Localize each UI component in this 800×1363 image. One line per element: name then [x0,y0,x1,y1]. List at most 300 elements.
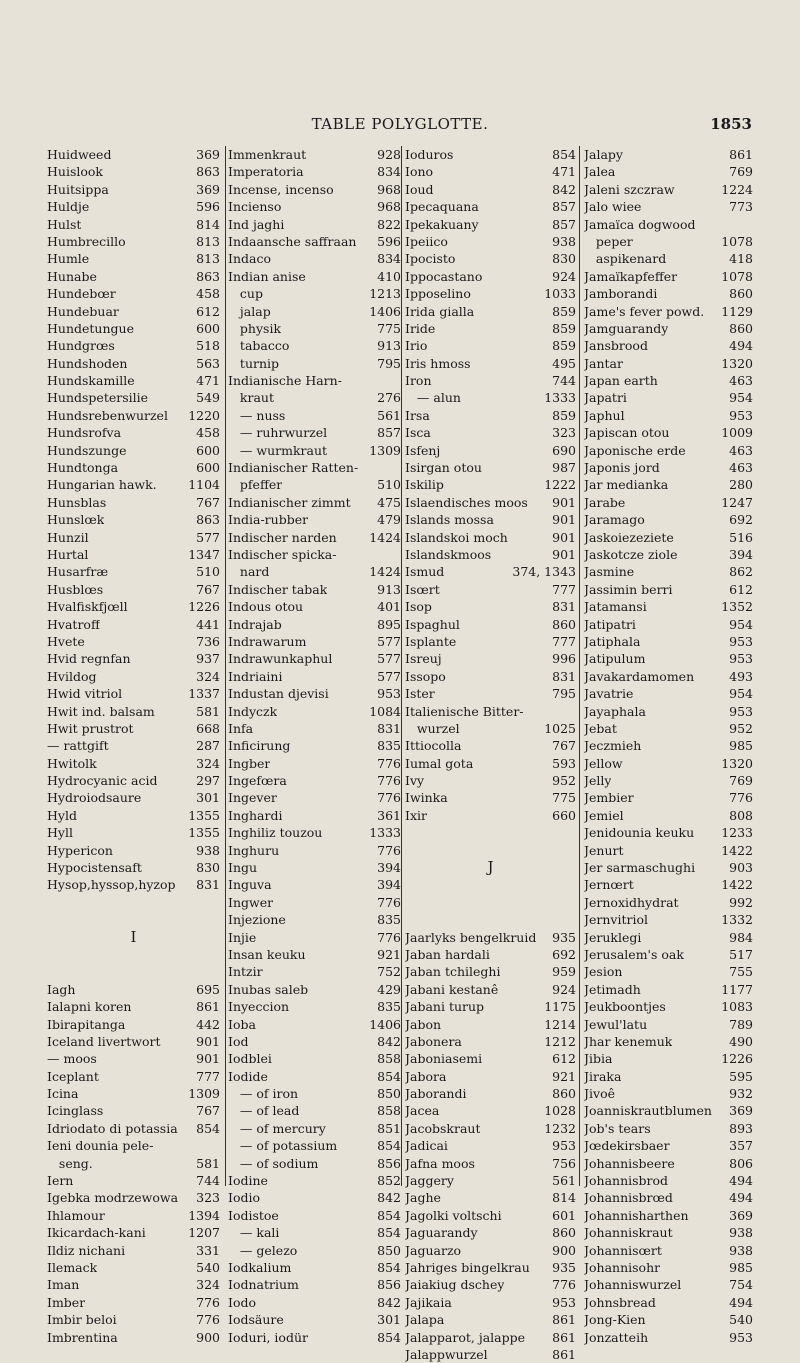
entry-page-ref: 854 [196,1120,220,1136]
index-entry [584,494,753,511]
entry-term: Islaendisches moos [405,494,528,510]
entry-term: Jewul'latu [584,1016,648,1032]
entry-term: jalap [228,303,271,319]
index-entry [228,459,401,476]
entry-term: Injie [228,929,257,945]
entry-page-ref: 984 [729,929,753,945]
entry-page-ref: 795 [377,355,401,371]
entry-term: Hwitolk [47,755,97,771]
entry-page-ref: 280 [729,477,753,493]
entry-page-ref [750,216,753,233]
index-entry [228,720,401,737]
entry-page-ref: 744 [196,1173,220,1189]
entry-term: Iodine [228,1173,268,1189]
entry-term: Hwit prustrot [47,720,134,736]
index-entry [405,459,576,476]
index-entry [584,859,753,876]
entry-term: Iern [47,1173,74,1189]
entry-page-ref: 932 [729,1086,753,1102]
entry-page-ref: 600 [196,320,220,336]
entry-term: Jamborandi [584,286,658,302]
entry-term: Indianischer Ratten- [228,460,359,476]
entry-page-ref: 744 [552,373,576,389]
index-entry [584,198,753,215]
entry-page-ref: 954 [729,390,753,406]
index-entry [47,424,220,441]
entry-term: Jerusalem's oak [584,946,684,962]
entry-page-ref: 900 [552,1242,576,1258]
index-entry [228,1294,401,1311]
index-entry [47,703,220,720]
entry-term: Imber [47,1294,86,1310]
entry-page-ref: 900 [196,1329,220,1345]
entry-term: Johnsbread [584,1294,656,1310]
entry-page-ref: 856 [377,1277,401,1293]
entry-term: Inghardi [228,807,283,823]
index-entry [228,616,401,633]
index-entry [47,546,220,563]
entry-term: Husblœs [47,581,104,597]
index-entry [228,963,401,980]
index-entry [228,303,401,320]
entry-term: Iceplant [47,1068,99,1084]
entry-page-ref: 297 [196,773,220,789]
entry-page-ref: 987 [552,460,576,476]
entry-page-ref: 854 [377,1329,401,1345]
entry-page-ref: 1247 [721,494,753,510]
entry-term: Jiraka [584,1068,622,1084]
entry-term: Iodo [228,1294,256,1310]
index-entry [47,268,220,285]
entry-page-ref: 777 [552,581,576,597]
entry-term: Ind jaghi [228,216,285,232]
entry-term: Jabonera [405,1033,462,1049]
index-entry [228,1137,401,1154]
entry-page-ref: 901 [196,1033,220,1049]
index-entry [405,963,576,980]
entry-term: Hydroiodsaure [47,790,142,806]
index-entry [584,285,753,302]
index-entry [228,511,401,528]
entry-term: Hwit ind. balsam [47,703,155,719]
entry-term: Jacea [405,1103,440,1119]
index-entry [405,668,576,685]
entry-page-ref: 479 [377,512,401,528]
index-entry [228,1068,401,1085]
entry-term: Job's tears [584,1120,651,1136]
index-entry [228,476,401,493]
entry-page-ref: 924 [552,981,576,997]
entry-term: Ialapni koren [47,999,132,1015]
entry-term: Indrawunkaphul [228,651,333,667]
index-entry [584,911,753,928]
entry-page-ref: 1347 [188,546,220,562]
index-entry [584,424,753,441]
index-entry [47,1259,220,1276]
entry-term: Johannisohr [584,1260,661,1275]
index-entry [584,250,753,267]
entry-term: wurzel [405,720,460,736]
entry-page-ref: 463 [729,460,753,476]
entry-page-ref: 1214 [544,1016,576,1032]
entry-page-ref: 857 [552,199,576,215]
index-entry [47,1224,220,1241]
index-entry [228,789,401,806]
index-entry [584,1102,753,1119]
index-entry [228,1259,401,1276]
entry-page-ref: 938 [196,842,220,858]
entry-term: Jeukboontjes [584,999,666,1015]
entry-page-ref: 928 [377,147,401,162]
entry-page-ref: 593 [552,755,576,771]
entry-term: Ingever [228,790,277,806]
entry-term: Iron [405,373,432,389]
entry-term: Indaansche saffraan [228,233,357,249]
index-entry [228,216,401,233]
index-entry [47,963,220,980]
index-entry [47,981,220,998]
entry-term: Imbrentina [47,1329,118,1345]
entry-page-ref: 913 [377,338,401,354]
entry-term: — wurmkraut [228,442,328,458]
index-entry [584,1329,753,1346]
entry-page-ref: 1207 [188,1225,220,1241]
index-entry [405,737,576,754]
entry-page-ref: 490 [729,1033,753,1049]
entry-term: Hundebœr [47,286,116,302]
index-entry [584,685,753,702]
entry-page-ref: 851 [377,1120,401,1136]
entry-term: Inubas saleb [228,981,309,997]
entry-term: Hundskamille [47,373,135,389]
index-entry [47,1068,220,1085]
entry-page-ref: 938 [729,1242,753,1258]
entry-page-ref: 795 [552,686,576,702]
index-entry [47,581,220,598]
column-divider [401,146,402,1186]
index-entry [405,146,576,163]
index-entry [584,720,753,737]
entry-term: Jhar kenemuk [584,1033,673,1049]
entry-page-ref: 577 [377,633,401,649]
index-entry [47,389,220,406]
index-entry [228,894,401,911]
entry-page-ref: 1406 [369,1016,401,1032]
index-entry [584,1120,753,1137]
index-entry [584,181,753,198]
entry-page-ref: 394 [377,877,401,893]
index-entry [228,859,401,876]
entry-page-ref: 953 [552,1138,576,1154]
entry-term: Hulst [47,216,82,232]
index-entry [405,876,576,893]
entry-term: Hunsblas [47,494,107,510]
entry-term: Idriodato di potassia [47,1120,178,1136]
index-entry [47,911,220,928]
entry-page-ref: 1309 [369,442,401,458]
index-entry [584,1242,753,1259]
index-entry [405,929,576,946]
entry-term: Indischer spicka- [228,546,337,562]
entry-page-ref: 540 [196,1260,220,1275]
entry-term: Iono [405,164,434,180]
index-entry [47,563,220,580]
entry-term: Jalo wiee [584,199,642,215]
entry-term: Infa [228,720,254,736]
entry-page-ref: 1213 [369,286,401,302]
entry-page-ref: 692 [552,946,576,962]
index-entry [584,511,753,528]
entry-page-ref: 1333 [544,390,576,406]
entry-page-ref: 374, 1343 [512,564,576,580]
entry-term: Isplante [405,633,457,649]
index-entry [584,1259,753,1276]
entry-page-ref: 901 [552,512,576,528]
entry-page-ref: 860 [552,616,576,632]
index-entry [405,1033,576,1050]
entry-term: Ibirapitanga [47,1016,126,1032]
entry-page-ref: 769 [729,164,753,180]
entry-term: — gelezo [228,1242,298,1258]
entry-term: Johanniswurzel [584,1277,682,1293]
entry-term: Hyld [47,807,77,823]
entry-term: Hypocistensaft [47,860,142,876]
index-entry [228,1120,401,1137]
entry-page-ref: 921 [552,1068,576,1084]
entry-term: cup [228,286,263,302]
entry-term: Hunslœk [47,512,105,528]
entry-term: Hypericon [47,842,113,858]
entry-page-ref: 863 [196,268,220,284]
index-entry [47,442,220,459]
entry-term: Iodblei [228,1051,272,1067]
index-entry [584,946,753,963]
entry-page-ref: 850 [377,1242,401,1258]
index-entry [228,1172,401,1189]
entry-term: Jer sarmaschughi [584,860,696,876]
entry-term: Hundebuar [47,303,119,319]
entry-term: Japhul [584,407,625,423]
entry-page-ref: 857 [377,425,401,441]
entry-page-ref: 842 [377,1294,401,1310]
entry-page-ref: 429 [377,981,401,997]
entry-page-ref: 834 [377,164,401,180]
index-entry [584,755,753,772]
index-entry [405,633,576,650]
index-entry [47,1137,220,1154]
entry-page-ref: 834 [377,251,401,267]
entry-term: — kali [228,1225,280,1241]
index-entry [584,789,753,806]
entry-page-ref: 1337 [188,686,220,702]
index-entry [405,1016,576,1033]
index-entry [47,1207,220,1224]
index-entry [405,807,576,824]
entry-term: Jabora [405,1068,447,1084]
index-entry [47,494,220,511]
entry-page-ref: 992 [729,894,753,910]
index-entry [584,1276,753,1293]
entry-page-ref [573,894,576,911]
index-entry [228,1329,401,1346]
entry-page-ref: 1025 [544,720,576,736]
entry-page-ref: 510 [196,564,220,580]
entry-page-ref: 863 [196,164,220,180]
entry-page-ref: 394 [377,860,401,876]
index-entry [584,1189,753,1206]
entry-page-ref: 776 [377,842,401,858]
entry-page-ref: 859 [552,320,576,336]
index-entry [405,442,576,459]
entry-term: Imperatoria [228,164,304,180]
entry-term: Jajikaia [405,1294,452,1310]
entry-term: — rattgift [47,738,109,754]
entry-page-ref: 861 [196,999,220,1015]
index-entry [405,389,576,406]
entry-page-ref: 1175 [544,999,576,1015]
entry-page-ref: 777 [196,1068,220,1084]
index-entry [47,1311,220,1328]
index-entry [228,285,401,302]
section-letter-heading [47,929,220,946]
index-entry [228,1276,401,1293]
entry-term: Jabon [405,1016,442,1032]
entry-term: Javatrie [584,686,634,702]
entry-term: Iagh [47,981,76,997]
entry-term: — moos [47,1051,97,1067]
index-entry [228,633,401,650]
entry-term: Islands mossa [405,512,494,528]
entry-page-ref: 540 [729,1312,753,1328]
entry-term: Jemiel [584,807,624,823]
entry-term: Iman [47,1277,80,1293]
entry-page-ref: 1078 [721,233,753,249]
index-entry [405,616,576,633]
index-entry [584,650,753,667]
index-entry [584,442,753,459]
entry-page-ref: 1394 [188,1207,220,1223]
index-entry [584,1068,753,1085]
entry-term: Inguva [228,877,272,893]
section-letter: J [487,858,494,877]
entry-term: Indischer narden [228,529,337,545]
entry-term: Hydrocyanic acid [47,773,158,789]
index-entry [584,1137,753,1154]
entry-term: Jatiphala [584,633,641,649]
entry-term: Ismud [405,564,445,580]
entry-page-ref: 324 [196,668,220,684]
entry-page-ref [573,703,576,720]
index-entry [584,842,753,859]
entry-page-ref: 369 [196,147,220,162]
index-entry [228,824,401,841]
entry-term: Joanniskrautblumen [584,1103,712,1119]
entry-page-ref: 858 [377,1051,401,1067]
entry-page-ref: 595 [729,1068,753,1084]
entry-page-ref: 510 [377,477,401,493]
entry-term: Islandskmoos [405,546,492,562]
entry-term: Jagolki voltschi [405,1207,502,1223]
entry-term: Indianischer zimmt [228,494,351,510]
index-entry [405,894,576,911]
entry-term: Incienso [228,199,282,215]
page-title: TABLE POLYGLOTTE. [311,115,489,133]
entry-page-ref: 856 [377,1155,401,1171]
entry-page-ref: 1424 [369,529,401,545]
entry-term: Ioud [405,181,434,197]
entry-page-ref: 369 [196,181,220,197]
entry-term: Ilemack [47,1260,98,1275]
index-entry [228,946,401,963]
entry-term: Indianische Harn- [228,373,342,389]
entry-term: Inficirung [228,738,291,754]
index-entry [47,1189,220,1206]
entry-page-ref: 581 [196,1155,220,1171]
index-entry [47,998,220,1015]
column-divider [225,146,226,1186]
index-entry [228,598,401,615]
entry-page-ref: 494 [729,1294,753,1310]
index-entry [47,1033,220,1050]
index-entry [47,772,220,789]
entry-page-ref: 577 [196,529,220,545]
index-entry [47,946,220,963]
index-entry [228,163,401,180]
index-entry [228,1155,401,1172]
entry-page-ref: 471 [196,373,220,389]
index-entry [584,772,753,789]
index-entry [405,911,576,928]
index-entry [47,355,220,372]
entry-term: Iride [405,320,436,336]
index-entry [228,250,401,267]
entry-page-ref: 789 [729,1016,753,1032]
entry-page-ref: 953 [729,703,753,719]
entry-page-ref: 813 [196,251,220,267]
section-letter: I [130,927,137,946]
entry-term: Hundgrœs [47,338,115,354]
entry-term: Indriaini [228,668,283,684]
entry-page-ref: 418 [729,251,753,267]
entry-page-ref: 463 [729,442,753,458]
index-entry [405,685,576,702]
entry-term: Jaborandi [405,1086,467,1102]
entry-term: Issopo [405,668,446,684]
index-entry [228,929,401,946]
index-entry [228,1242,401,1259]
entry-page-ref: 692 [729,512,753,528]
entry-term: Hunabe [47,268,97,284]
entry-page-ref: 767 [196,494,220,510]
index-entry [228,389,401,406]
index-entry [584,894,753,911]
entry-term: — ruhrwurzel [228,425,328,441]
entry-page-ref: 954 [729,616,753,632]
entry-term: Jesion [584,964,623,980]
entry-page-ref: 494 [729,1190,753,1206]
entry-term: Jelly [584,773,612,789]
entry-page-ref: 1406 [369,303,401,319]
index-entry [47,216,220,233]
index-entry [584,233,753,250]
index-entry [228,981,401,998]
entry-page-ref: 612 [196,303,220,319]
entry-page-ref: 863 [196,512,220,528]
entry-page-ref [217,911,220,928]
index-entry [228,911,401,928]
entry-page-ref: 612 [552,1051,576,1067]
index-entry [228,1050,401,1067]
